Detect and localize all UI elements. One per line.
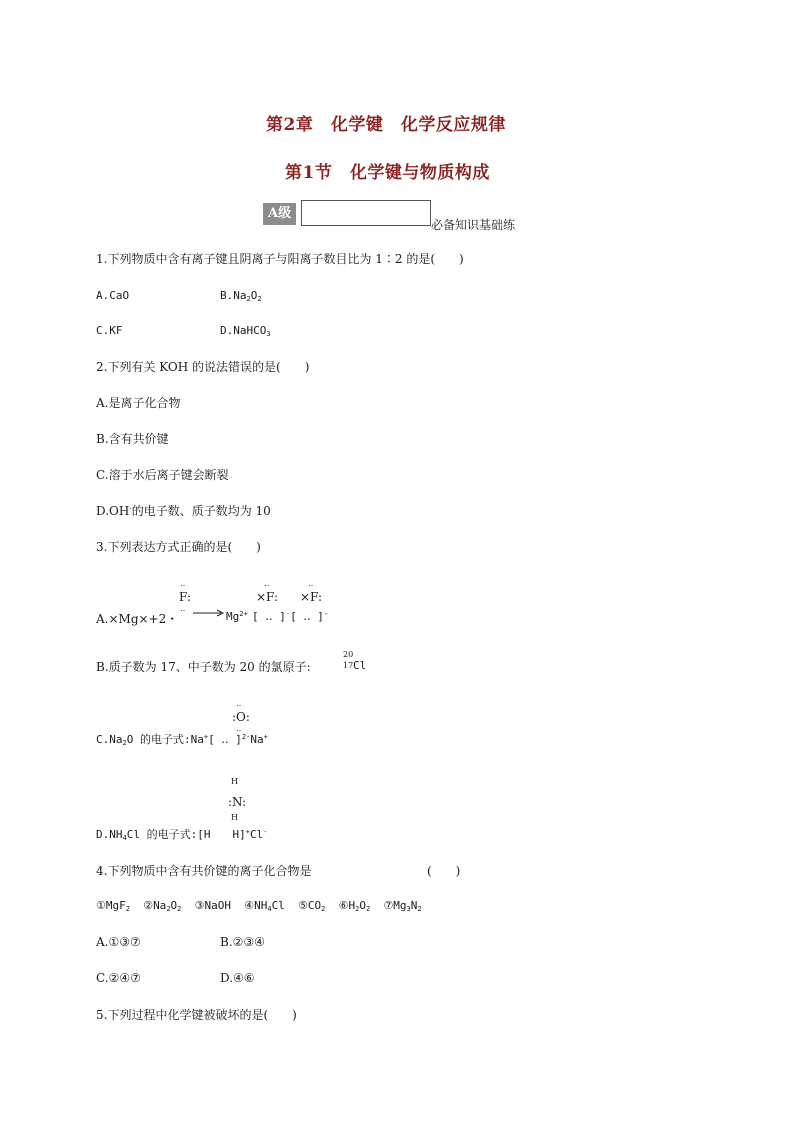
q4-option-a: A.①③⑦ bbox=[96, 935, 141, 949]
q4-answer-paren: ( ) bbox=[427, 864, 461, 878]
q2-option-c: C.溶于水后离子键会断裂 bbox=[96, 468, 229, 482]
q2-stem: 2.下列有关 KOH 的说法错误的是( ) bbox=[96, 360, 310, 374]
q1-stem: 1.下列物质中含有离子键且阴离子与阳离子数目比为 1∶2 的是( ) bbox=[96, 252, 464, 266]
section-title: 第1节 化学键与物质构成 bbox=[285, 163, 490, 183]
q3-option-b: B.质子数为 17、中子数为 20 的氯原子: bbox=[96, 660, 311, 674]
level-badge: A级 bbox=[263, 203, 296, 225]
dot-mark: ‥ bbox=[180, 579, 186, 588]
dot-mark: ‥ bbox=[264, 579, 270, 588]
chlorine-symbol: Cl bbox=[353, 659, 367, 672]
dot-mark: ‥ bbox=[236, 699, 242, 708]
q3-option-c: $C.Na_2O$ 的电子式:Na+[ ‥ ]$^{2-}$Na+ bbox=[96, 733, 268, 747]
q2-option-d: D.OH-的电子数、质子数均为 10 bbox=[96, 504, 271, 518]
q1-option-d: D.NaHCO$_3$ bbox=[220, 324, 271, 338]
q1-option-c: C.KF bbox=[96, 324, 123, 337]
chapter-title: 第2章 化学键 化学反应规律 bbox=[266, 115, 506, 135]
q4-option-c: C.②④⑦ bbox=[96, 971, 141, 985]
q3-option-d: $D.NH_4Cl$ 的电子式:[H H]+Cl- bbox=[96, 828, 268, 842]
level-label: 必备知识基础练 bbox=[431, 218, 516, 232]
dot-mark: ‥ bbox=[236, 724, 242, 733]
level-blank-box bbox=[301, 200, 431, 226]
fluoride-bracket: [ ‥ ]-[ ‥ ]- bbox=[252, 610, 329, 623]
q1-option-b: $B.Na_2O_2$ bbox=[220, 289, 262, 303]
q3-stem: 3.下列表达方式正确的是( ) bbox=[96, 540, 261, 554]
fluorine-atom: F: bbox=[179, 590, 191, 604]
q4-stem: 4.下列物质中含有共价键的离子化合物是 bbox=[96, 864, 312, 878]
mass-number: 20 bbox=[343, 650, 354, 659]
mg-ion: $Mg^{2+}$ bbox=[226, 610, 248, 623]
reaction-arrow-icon bbox=[193, 609, 225, 617]
q2-option-a: A.是离子化合物 bbox=[96, 396, 181, 410]
q2-option-b: B.含有共价键 bbox=[96, 432, 169, 446]
dot-mark: ‥ bbox=[180, 604, 186, 613]
hydrogen-bottom: H bbox=[231, 813, 238, 822]
q4-option-b: B.②③④ bbox=[220, 935, 265, 949]
fluorine-atom: ×F: bbox=[256, 590, 278, 604]
q3-option-a-left: A.×Mg×+2・ bbox=[96, 612, 179, 626]
q1-option-a: A.CaO bbox=[96, 289, 130, 302]
q4-items: ①MgF$_2$ $②Na_2O_2$ ③NaOH $④NH_4Cl$ $⑤CO_2$ $⑥H_2O_2$ $⑦Mg_3N_2$ bbox=[96, 899, 422, 913]
oxygen-atom: :O: bbox=[232, 710, 250, 724]
nitrogen-atom: :N: bbox=[228, 795, 247, 809]
hydrogen-top: H bbox=[231, 777, 238, 786]
atomic-number: 17 bbox=[343, 661, 354, 670]
fluorine-atom: ×F: bbox=[300, 590, 322, 604]
q5-stem: 5.下列过程中化学键被破坏的是( ) bbox=[96, 1008, 297, 1022]
dot-mark: ‥ bbox=[308, 579, 314, 588]
q4-option-d: D.④⑥ bbox=[220, 971, 255, 985]
